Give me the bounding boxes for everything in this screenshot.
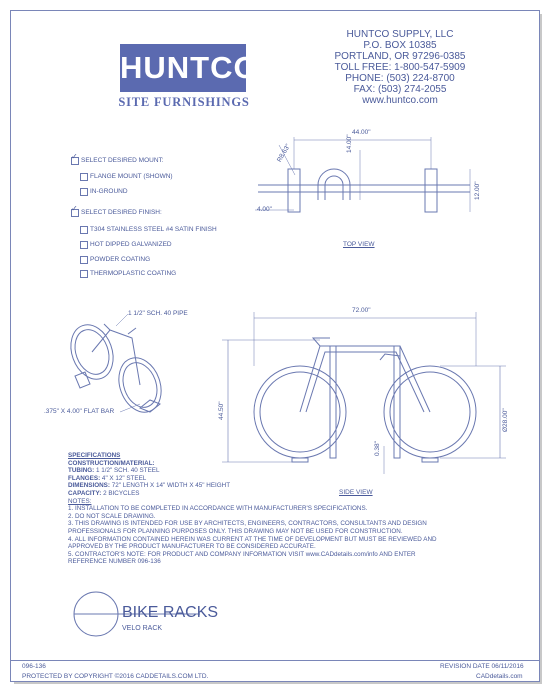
reference-number: 096-136 [22,663,46,670]
drawing-subtitle: VELO RACK [122,625,163,632]
side-view-drawing [222,312,506,474]
huntco-logo: HUNTCO [120,44,246,92]
caddetails-link[interactable]: CADdetails.com [476,673,523,680]
drawing-title: BIKE RACKS [122,604,219,621]
company-toll-free: TOLL FREE: 1-800-547-5909 [334,62,466,73]
powder-coating-label: POWDER COATING [90,256,151,263]
flange-mount-label: FLANGE MOUNT (SHOWN) [90,173,173,180]
spec-value: 72" LENGTH X 14" WIDTH X 45" HEIGHT [109,482,231,490]
stainless-label: T304 STAINLESS STEEL #4 SATIN FINISH [90,226,217,233]
dim-side-clearance: 0.38" [374,441,381,456]
spec-value: 2 BICYCLES [101,489,140,497]
dim-side-height: 44.50" [218,401,225,420]
company-website: www.huntco.com [362,95,438,106]
note-line: 1. INSTALLATION TO BE COMPLETED IN ACCORDANCE WITH MANUFACTURER'S SPECIFICATIONS. [68,505,368,513]
note-line: 2. DO NOT SCALE DRAWING. [68,512,156,520]
finish-heading: SELECT DESIRED FINISH: [81,209,162,216]
specs-heading: SPECIFICATIONS [68,452,121,459]
company-phone: PHONE: (503) 224-8700 [345,73,455,84]
logo-subtitle: SITE FURNISHINGS [118,95,250,109]
company-po-box: P.O. BOX 10385 [363,40,437,51]
spec-value: 4" X 12" STEEL [100,474,147,482]
notes-heading: NOTES: [68,497,92,505]
company-name: HUNTCO SUPPLY, LLC [346,29,454,40]
in-ground-label: IN-GROUND [90,188,128,195]
note-line: PROFESSIONALS FOR PLANNING PURPOSES ONLY. THIS DRAWING MAY NOT BE USED FOR CONSTRUCTION. [68,527,403,535]
thermoplastic-label: THERMOPLASTIC COATING [90,270,177,277]
specifications-block [68,452,437,566]
galvanized-label: HOT DIPPED GALVANIZED [90,241,172,248]
dim-side-wheel: Ø28.00" [502,408,509,432]
flat-bar-label: .375" X 4.00" FLAT BAR [44,408,115,415]
note-line: REFERENCE NUMBER 096-136 [68,558,161,566]
mount-heading: SELECT DESIRED MOUNT: [81,157,164,164]
dim-top-flange: 12.00" [474,181,481,200]
dim-top-depth: 14.00" [346,134,353,153]
dim-top-offset: 4.00" [257,206,272,213]
pipe-label: 1 1/2" SCH. 40 PIPE [128,310,188,317]
revision-date: REVISION DATE 06/11/2016 [440,663,524,670]
note-line: 5. CONTRACTOR'S NOTE: FOR PRODUCT AND COMPANY INFORMATION VISIT www.CADdetails.com/info AND ENTER [68,550,416,558]
company-city: PORTLAND, OR 97296-0385 [334,51,466,62]
dim-top-width: 44.00" [352,129,371,136]
copyright-text: PROTECTED BY COPYRIGHT ©2016 CADDETAILS.COM LTD. [22,673,209,680]
top-view-label: TOP VIEW [343,241,375,248]
specs-subheading: CONSTRUCTION/MATERIAL: [68,459,155,467]
spec-value: 1 1/2" SCH. 40 STEEL [94,467,160,475]
spec-key: TUBING: [68,467,95,475]
dim-top-radius: R8.63" [276,142,292,164]
spec-key: DIMENSIONS: [68,482,110,490]
note-line: APPROVED BY THE PRODUCT MANUFACTURER TO BE CONSIDERED ACCURATE. [68,543,316,551]
checkmark-icon: ✓ [71,152,78,161]
note-line: 4. ALL INFORMATION CONTAINED HEREIN WAS CURRENT AT THE TIME OF DEVELOPMENT BUT MUST BE REVIEWED AND [68,535,437,543]
side-view-label: SIDE VIEW [339,489,373,496]
note-line: 3. THIS DRAWING IS INTENDED FOR USE BY ARCHITECTS, ENGINEERS, CONTRACTORS, CONSULTANTS AND DESIGN [68,520,427,528]
isometric-drawing [64,314,169,418]
footer-divider [10,660,540,661]
company-fax: FAX: (503) 274-2055 [353,84,447,95]
spec-key: CAPACITY: [68,489,102,497]
checkmark-icon: ✓ [71,204,78,213]
dim-side-length: 72.00" [352,307,371,314]
spec-key: FLANGES: [68,474,101,482]
